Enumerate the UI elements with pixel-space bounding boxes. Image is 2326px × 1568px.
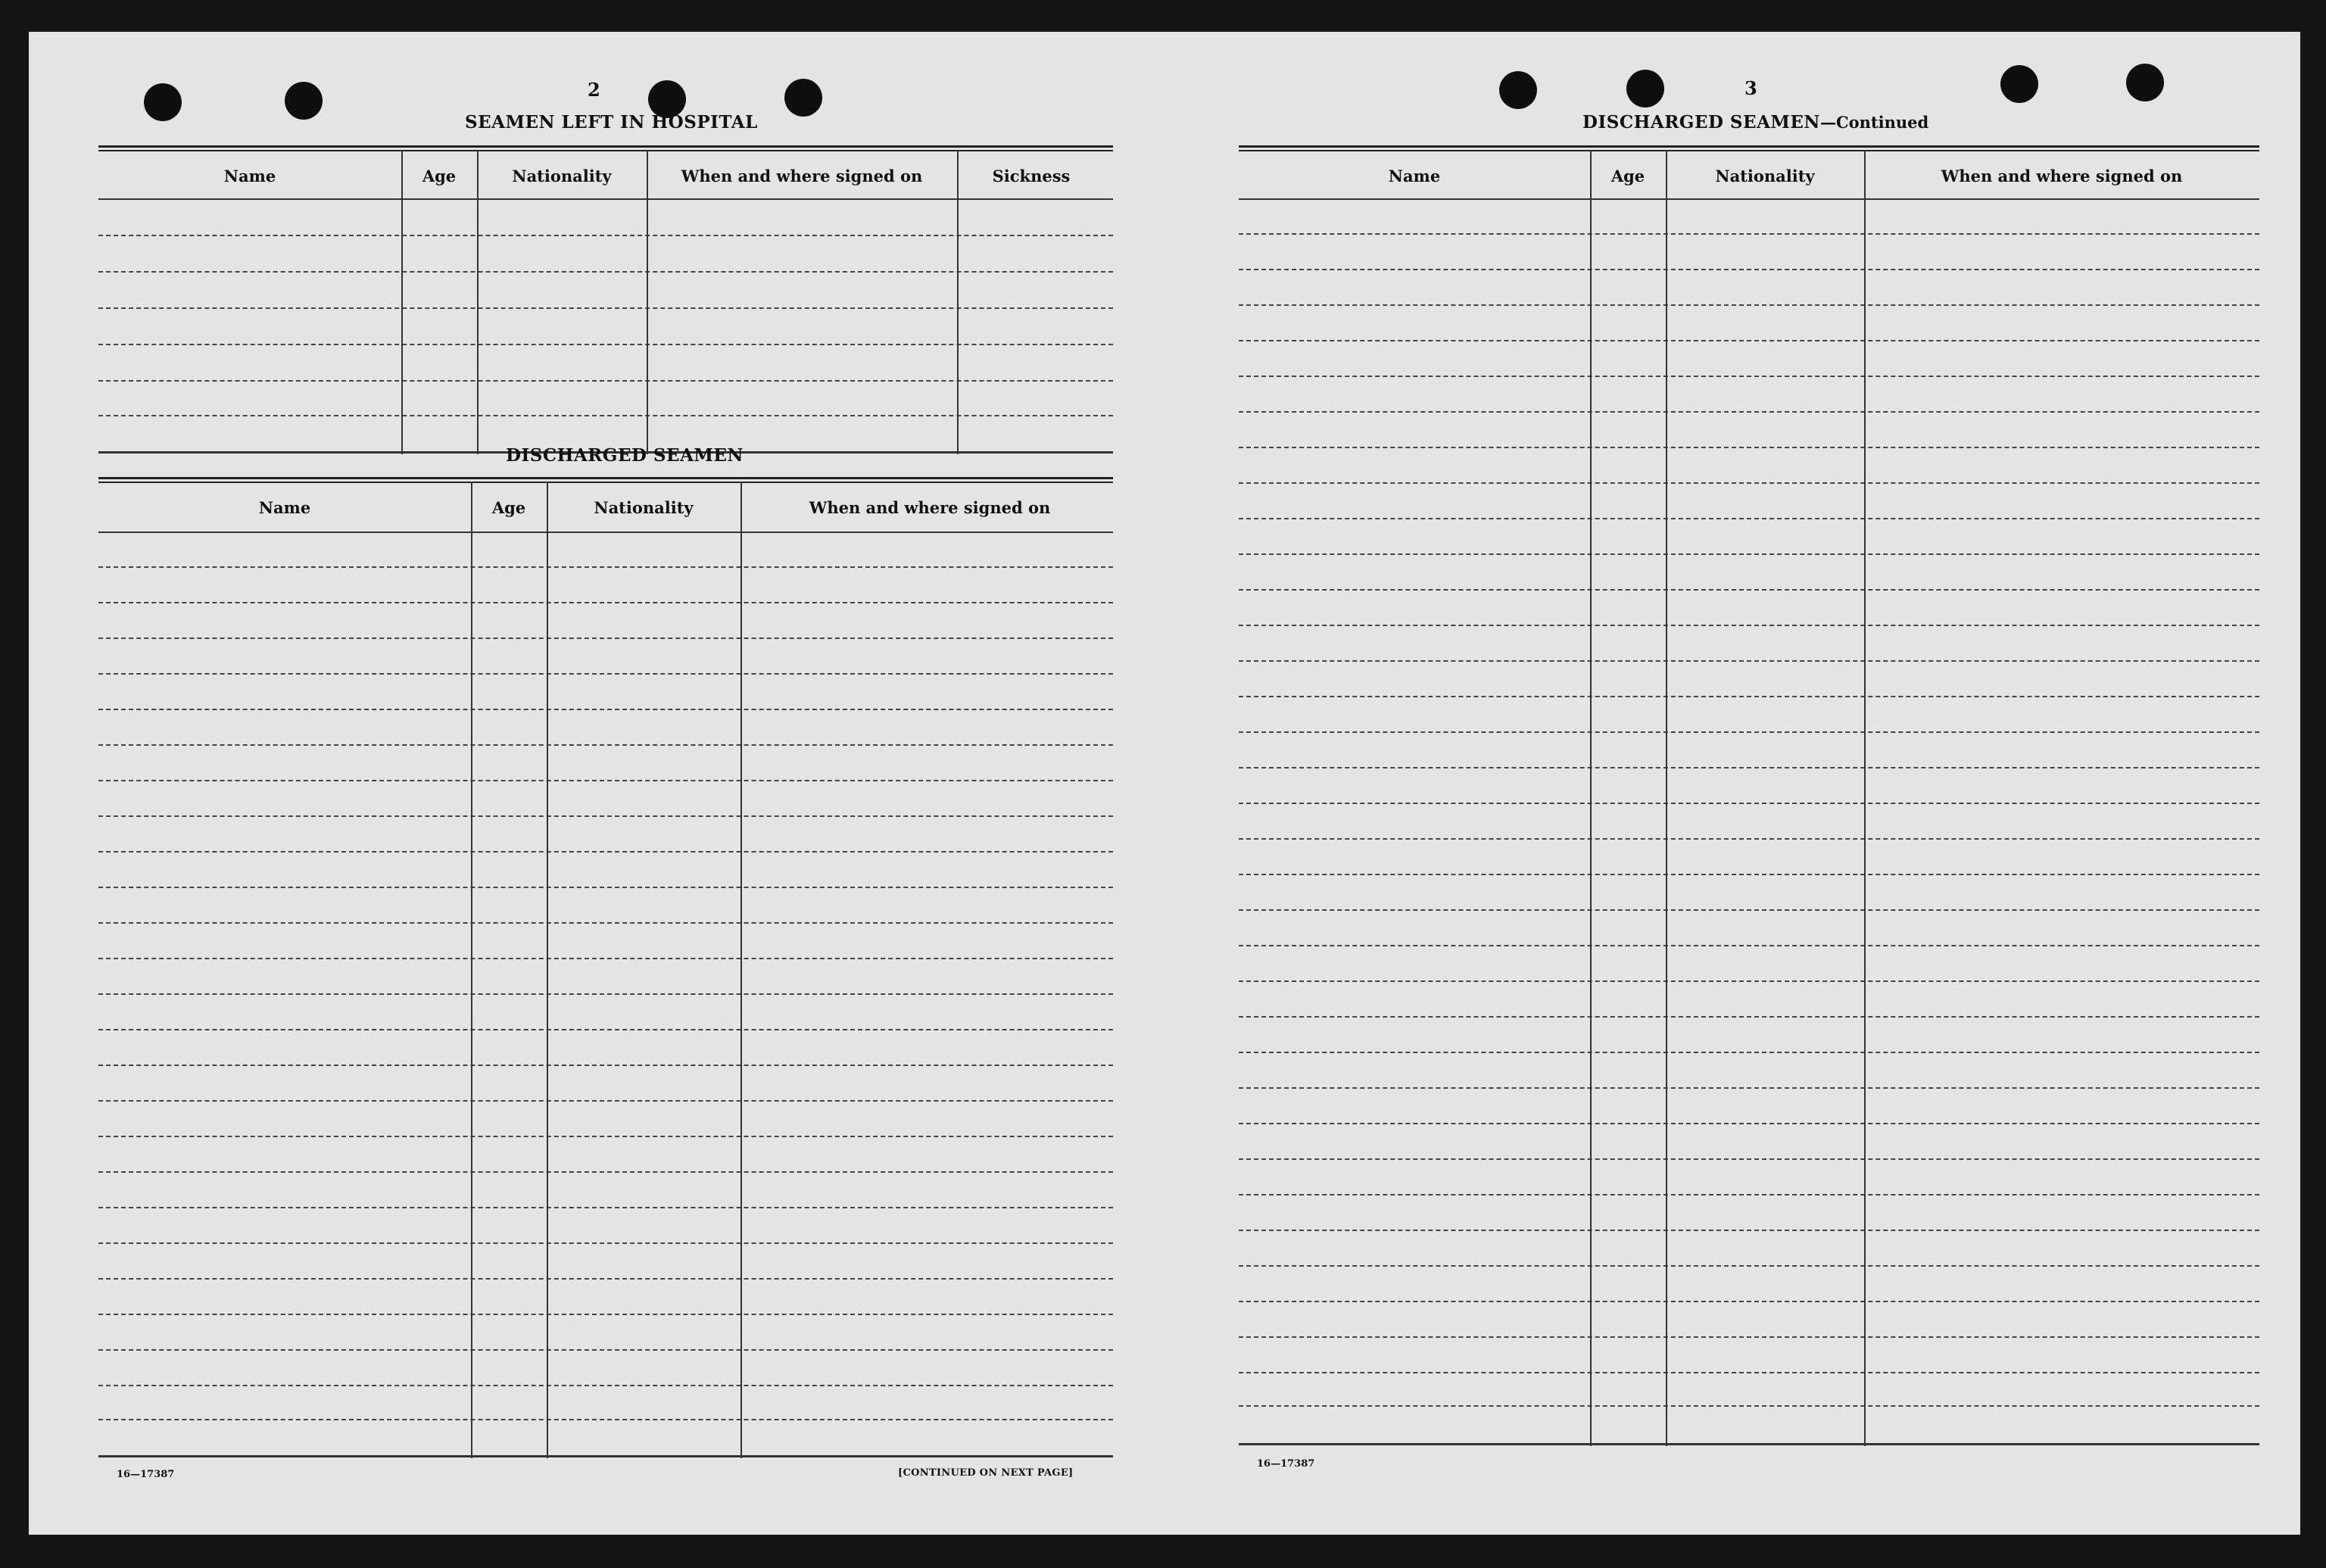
section-title-main: DISCHARGED SEAMEN (1582, 112, 1820, 132)
column-header: When and where signed on (681, 167, 923, 185)
hospital-table (98, 145, 1113, 456)
section-title-discharged: DISCHARGED SEAMEN (506, 445, 744, 466)
form-number: 16—17387 (117, 1469, 175, 1480)
column-header: Nationality (594, 498, 694, 517)
section-title-suffix: —Continued (1819, 113, 1929, 132)
punch-hole (2126, 64, 2164, 101)
document-sheet (29, 32, 2300, 1535)
column-header: Age (491, 498, 526, 517)
column-header: When and where signed on (1941, 167, 2183, 185)
column-header: Name (223, 167, 276, 185)
form-number: 16—17387 (1257, 1458, 1315, 1470)
punch-hole (2000, 65, 2038, 103)
continued-note: [CONTINUED ON NEXT PAGE] (898, 1467, 1074, 1479)
page-number: 2 (588, 79, 600, 101)
column-header: Age (422, 167, 457, 185)
punch-hole (285, 82, 323, 120)
column-header: Nationality (1715, 167, 1815, 185)
column-header: Nationality (512, 167, 612, 185)
column-header: Sickness (992, 167, 1071, 185)
discharged-continued-table (1239, 145, 2259, 1455)
column-header: Age (1610, 167, 1645, 185)
section-title-discharged-continued (1582, 112, 1928, 132)
punch-hole (144, 83, 182, 121)
column-header: Name (1388, 167, 1441, 185)
section-title-hospital: SEAMEN LEFT IN HOSPITAL (465, 112, 758, 132)
punch-hole (1626, 70, 1664, 108)
punch-hole (1499, 71, 1537, 109)
page-number: 3 (1744, 77, 1757, 99)
discharged-table (98, 477, 1113, 1461)
column-header: Name (258, 498, 311, 517)
punch-hole (784, 79, 822, 117)
column-header: When and where signed on (809, 498, 1051, 517)
